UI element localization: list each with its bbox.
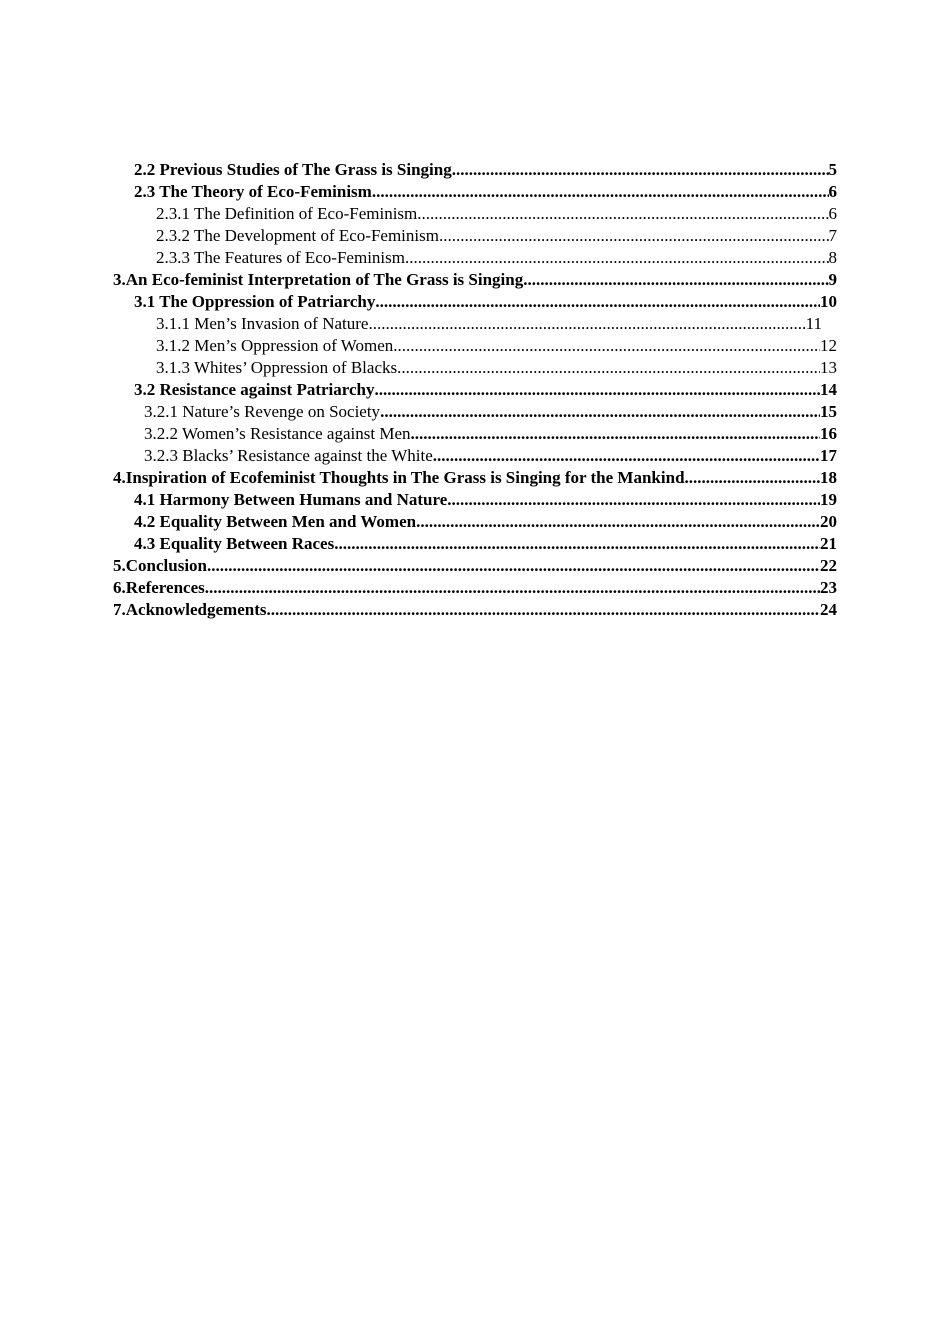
toc-entry-label: 3.2.3 Blacks’ Resistance against the White	[144, 446, 433, 465]
toc-entry-label: 2.3 The Theory of Eco-Feminism	[134, 182, 372, 201]
toc-entry-label: 3.1.2 Men’s Oppression of Women	[156, 336, 394, 355]
toc-entry-label: 4.Inspiration of Ecofeminist Thoughts in The Grass is Singing for the Mankind	[113, 468, 685, 487]
toc-entry[interactable]	[113, 445, 837, 467]
toc-entry[interactable]	[113, 467, 837, 489]
toc-entry-label: 3.2 Resistance against Patriarchy	[134, 380, 375, 399]
toc-entry[interactable]	[113, 379, 837, 401]
toc-leader-dots	[372, 181, 829, 203]
toc-leader-dots	[380, 401, 820, 423]
toc-entry-page: 10	[820, 292, 837, 311]
toc-entry[interactable]	[113, 401, 837, 423]
toc-entry-page: 9	[828, 270, 837, 289]
toc-entry-page: 14	[820, 380, 837, 399]
toc-entry-page: 13	[820, 358, 837, 377]
toc-entry-page: 5	[828, 160, 837, 179]
toc-leader-dots	[433, 445, 820, 467]
toc-entry-label: 7.Acknowledgements	[113, 600, 267, 619]
toc-leader-dots	[447, 489, 820, 511]
toc-entry[interactable]	[113, 577, 837, 599]
toc-leader-dots	[334, 533, 820, 555]
toc-leader-dots	[405, 247, 829, 269]
toc-entry-page: 19	[820, 490, 837, 509]
toc-leader-dots	[452, 159, 829, 181]
toc-leader-dots	[685, 467, 820, 489]
toc-leader-dots	[375, 379, 821, 401]
toc-entry-label: 5.Conclusion	[113, 556, 207, 575]
toc-entry[interactable]	[113, 511, 837, 533]
toc-entry[interactable]	[113, 555, 837, 577]
toc-entry[interactable]	[113, 489, 837, 511]
toc-leader-dots	[439, 225, 829, 247]
toc-entry-page: 18	[820, 468, 837, 487]
toc-entry-label: 4.2 Equality Between Men and Women	[134, 512, 417, 531]
toc-leader-dots	[375, 291, 820, 313]
toc-leader-dots	[411, 423, 821, 445]
toc-leader-dots	[266, 599, 820, 621]
toc-entry-label: 3.2.2 Women’s Resistance against Men	[144, 424, 411, 443]
toc-entry-page: 8	[828, 248, 837, 267]
toc-entry-page: 7	[828, 226, 837, 245]
toc-entry[interactable]	[113, 357, 837, 379]
table-of-contents	[113, 159, 837, 621]
toc-entry-page: 24	[820, 600, 837, 619]
toc-leader-dots	[523, 269, 828, 291]
toc-entry-label: 2.3.1 The Definition of Eco-Feminism	[156, 204, 418, 223]
toc-entry-page: 17	[820, 446, 837, 465]
toc-entry-page: 20	[820, 512, 837, 531]
toc-entry[interactable]	[113, 203, 837, 225]
toc-entry[interactable]	[113, 291, 837, 313]
toc-entry[interactable]	[113, 181, 837, 203]
toc-entry[interactable]	[113, 423, 837, 445]
toc-entry[interactable]	[113, 335, 837, 357]
toc-leader-dots	[207, 555, 820, 577]
toc-entry-label: 3.1 The Oppression of Patriarchy	[134, 292, 376, 311]
toc-entry[interactable]	[113, 269, 837, 291]
toc-entry[interactable]	[113, 533, 837, 555]
toc-entry-page: 22	[820, 556, 837, 575]
toc-leader-dots	[393, 335, 820, 357]
toc-leader-dots	[368, 313, 805, 335]
toc-entry-label: 2.3.2 The Development of Eco-Feminism	[156, 226, 439, 245]
toc-entry[interactable]	[113, 247, 837, 269]
toc-leader-dots	[397, 357, 820, 379]
toc-entry-label: 3.1.1 Men’s Invasion of Nature	[156, 314, 369, 333]
toc-entry[interactable]	[113, 225, 837, 247]
toc-entry-page: 15	[820, 402, 837, 421]
toc-entry-label: 2.3.3 The Features of Eco-Feminism	[156, 248, 405, 267]
toc-leader-dots	[205, 577, 820, 599]
toc-entry-label: 2.2 Previous Studies of The Grass is Singing	[134, 160, 452, 179]
toc-entry-label: 3.An Eco-feminist Interpretation of The Grass is Singing	[113, 270, 524, 289]
toc-entry-label: 4.3 Equality Between Races	[134, 534, 335, 553]
toc-entry-page: 6	[828, 204, 837, 223]
toc-entry-label: 3.2.1 Nature’s Revenge on Society	[144, 402, 381, 421]
toc-entry[interactable]	[113, 159, 837, 181]
toc-entry[interactable]	[113, 313, 822, 335]
toc-entry[interactable]	[113, 599, 837, 621]
toc-entry-page: 21	[820, 534, 837, 553]
toc-leader-dots	[416, 511, 820, 533]
toc-leader-dots	[417, 203, 828, 225]
toc-entry-label: 3.1.3 Whites’ Oppression of Blacks	[156, 358, 398, 377]
toc-entry-page: 23	[820, 578, 837, 597]
toc-entry-page: 12	[820, 336, 837, 355]
toc-entry-page: 11	[805, 314, 822, 333]
toc-entry-label: 6.References	[113, 578, 205, 597]
toc-entry-label: 4.1 Harmony Between Humans and Nature	[134, 490, 448, 509]
toc-entry-page: 6	[828, 182, 837, 201]
toc-entry-page: 16	[820, 424, 837, 443]
